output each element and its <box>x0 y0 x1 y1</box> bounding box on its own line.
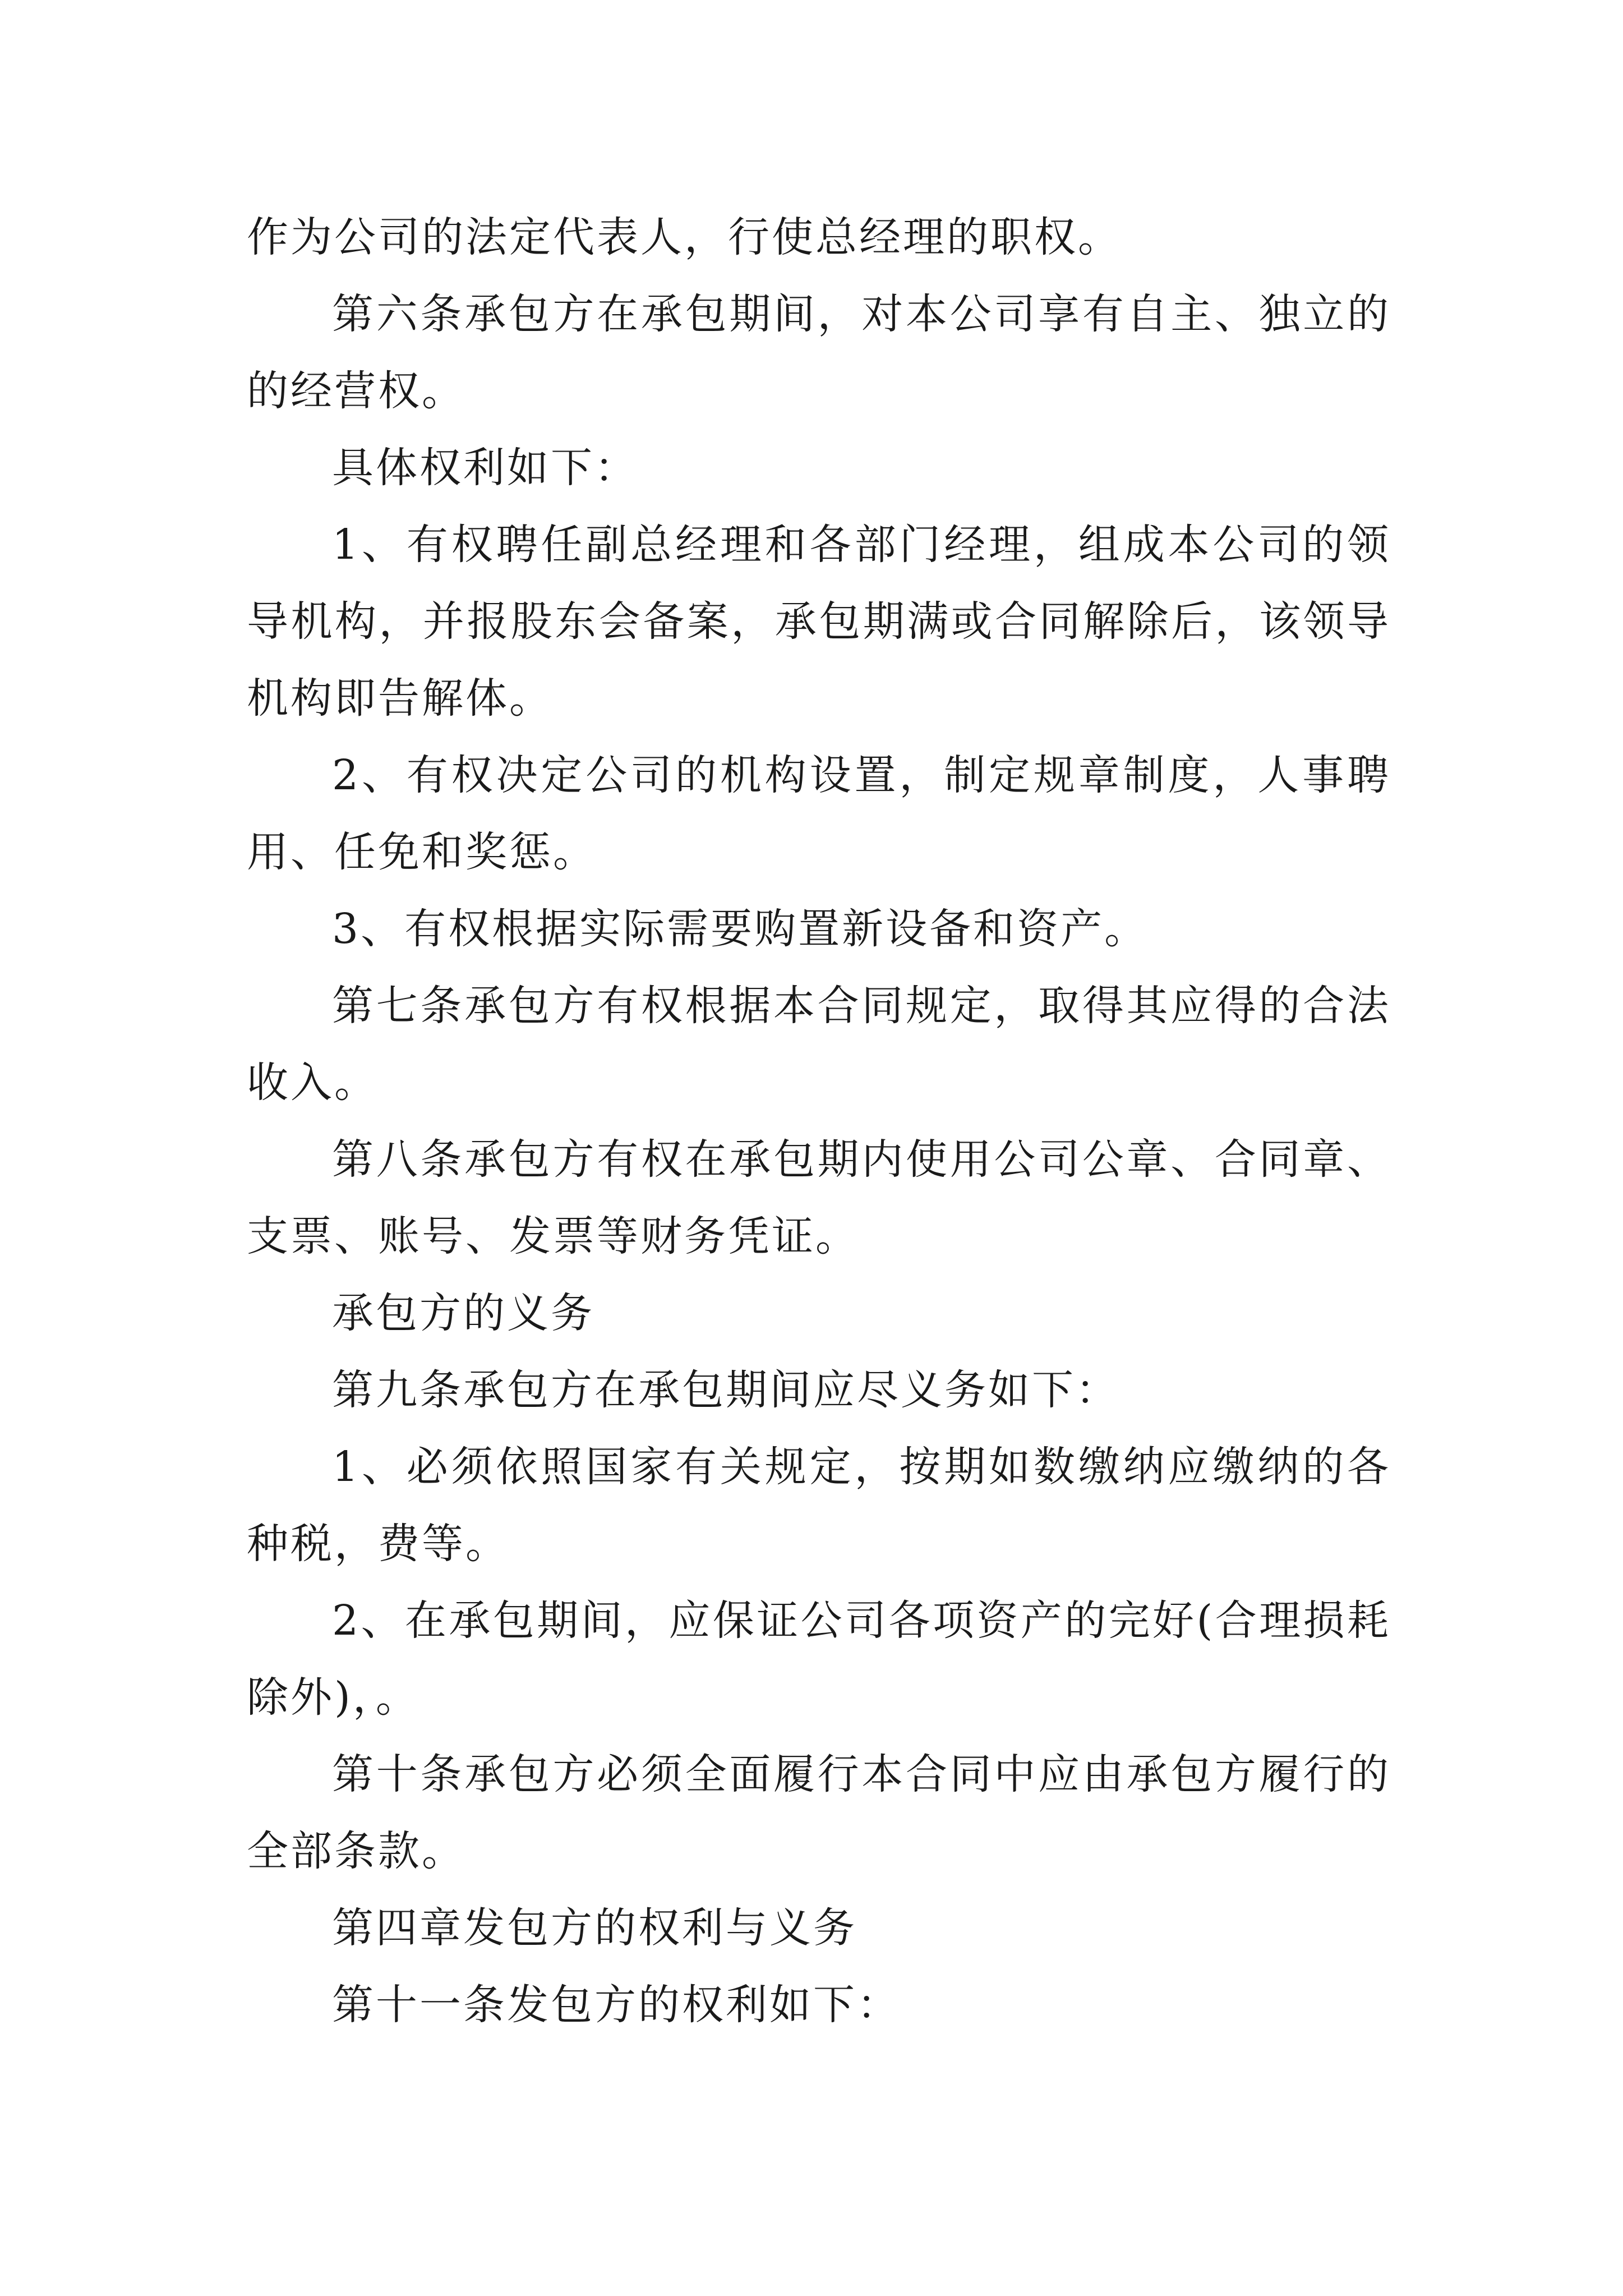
document-body <box>247 199 1391 2044</box>
paragraph-4: 1、有权聘任副总经理和各部门经理，组成本公司的领导机构，并报股东会备案，承包期满或合同解除后，该领导机构即告解体。 <box>247 521 1391 723</box>
paragraph-13: 第十条承包方必须全面履行本合同中应由承包方履行的全部条款。 <box>247 1750 1391 1875</box>
paragraph-1: 作为公司的法定代表人，行使总经理的职权。 <box>247 213 1122 261</box>
paragraph-12: 2、在承包期间，应保证公司各项资产的完好(合理损耗除外)，。 <box>247 1596 1391 1722</box>
paragraph-9: 承包方的义务 <box>332 1289 594 1337</box>
paragraph-14: 第四章发包方的权利与义务 <box>332 1904 857 1952</box>
paragraph-15: 第十一条发包方的权利如下： <box>332 1981 901 2029</box>
paragraph-11: 1、必须依照国家有关规定，按期如数缴纳应缴纳的各种税，费等。 <box>247 1443 1391 1568</box>
paragraph-3: 具体权利如下： <box>332 444 638 492</box>
paragraph-2: 第六条承包方在承包期间，对本公司享有自主、独立的的经营权。 <box>247 290 1391 415</box>
paragraph-5: 2、有权决定公司的机构设置，制定规章制度，人事聘用、任免和奖惩。 <box>247 751 1391 876</box>
paragraph-7: 第七条承包方有权根据本合同规定，取得其应得的合法收入。 <box>247 982 1391 1107</box>
paragraph-8: 第八条承包方有权在承包期内使用公司公章、合同章、支票、账号、发票等财务凭证。 <box>247 1135 1391 1260</box>
paragraph-6: 3、有权根据实际需要购置新设备和资产。 <box>332 905 1149 953</box>
paragraph-10: 第九条承包方在承包期间应尽义务如下： <box>332 1366 1119 1414</box>
